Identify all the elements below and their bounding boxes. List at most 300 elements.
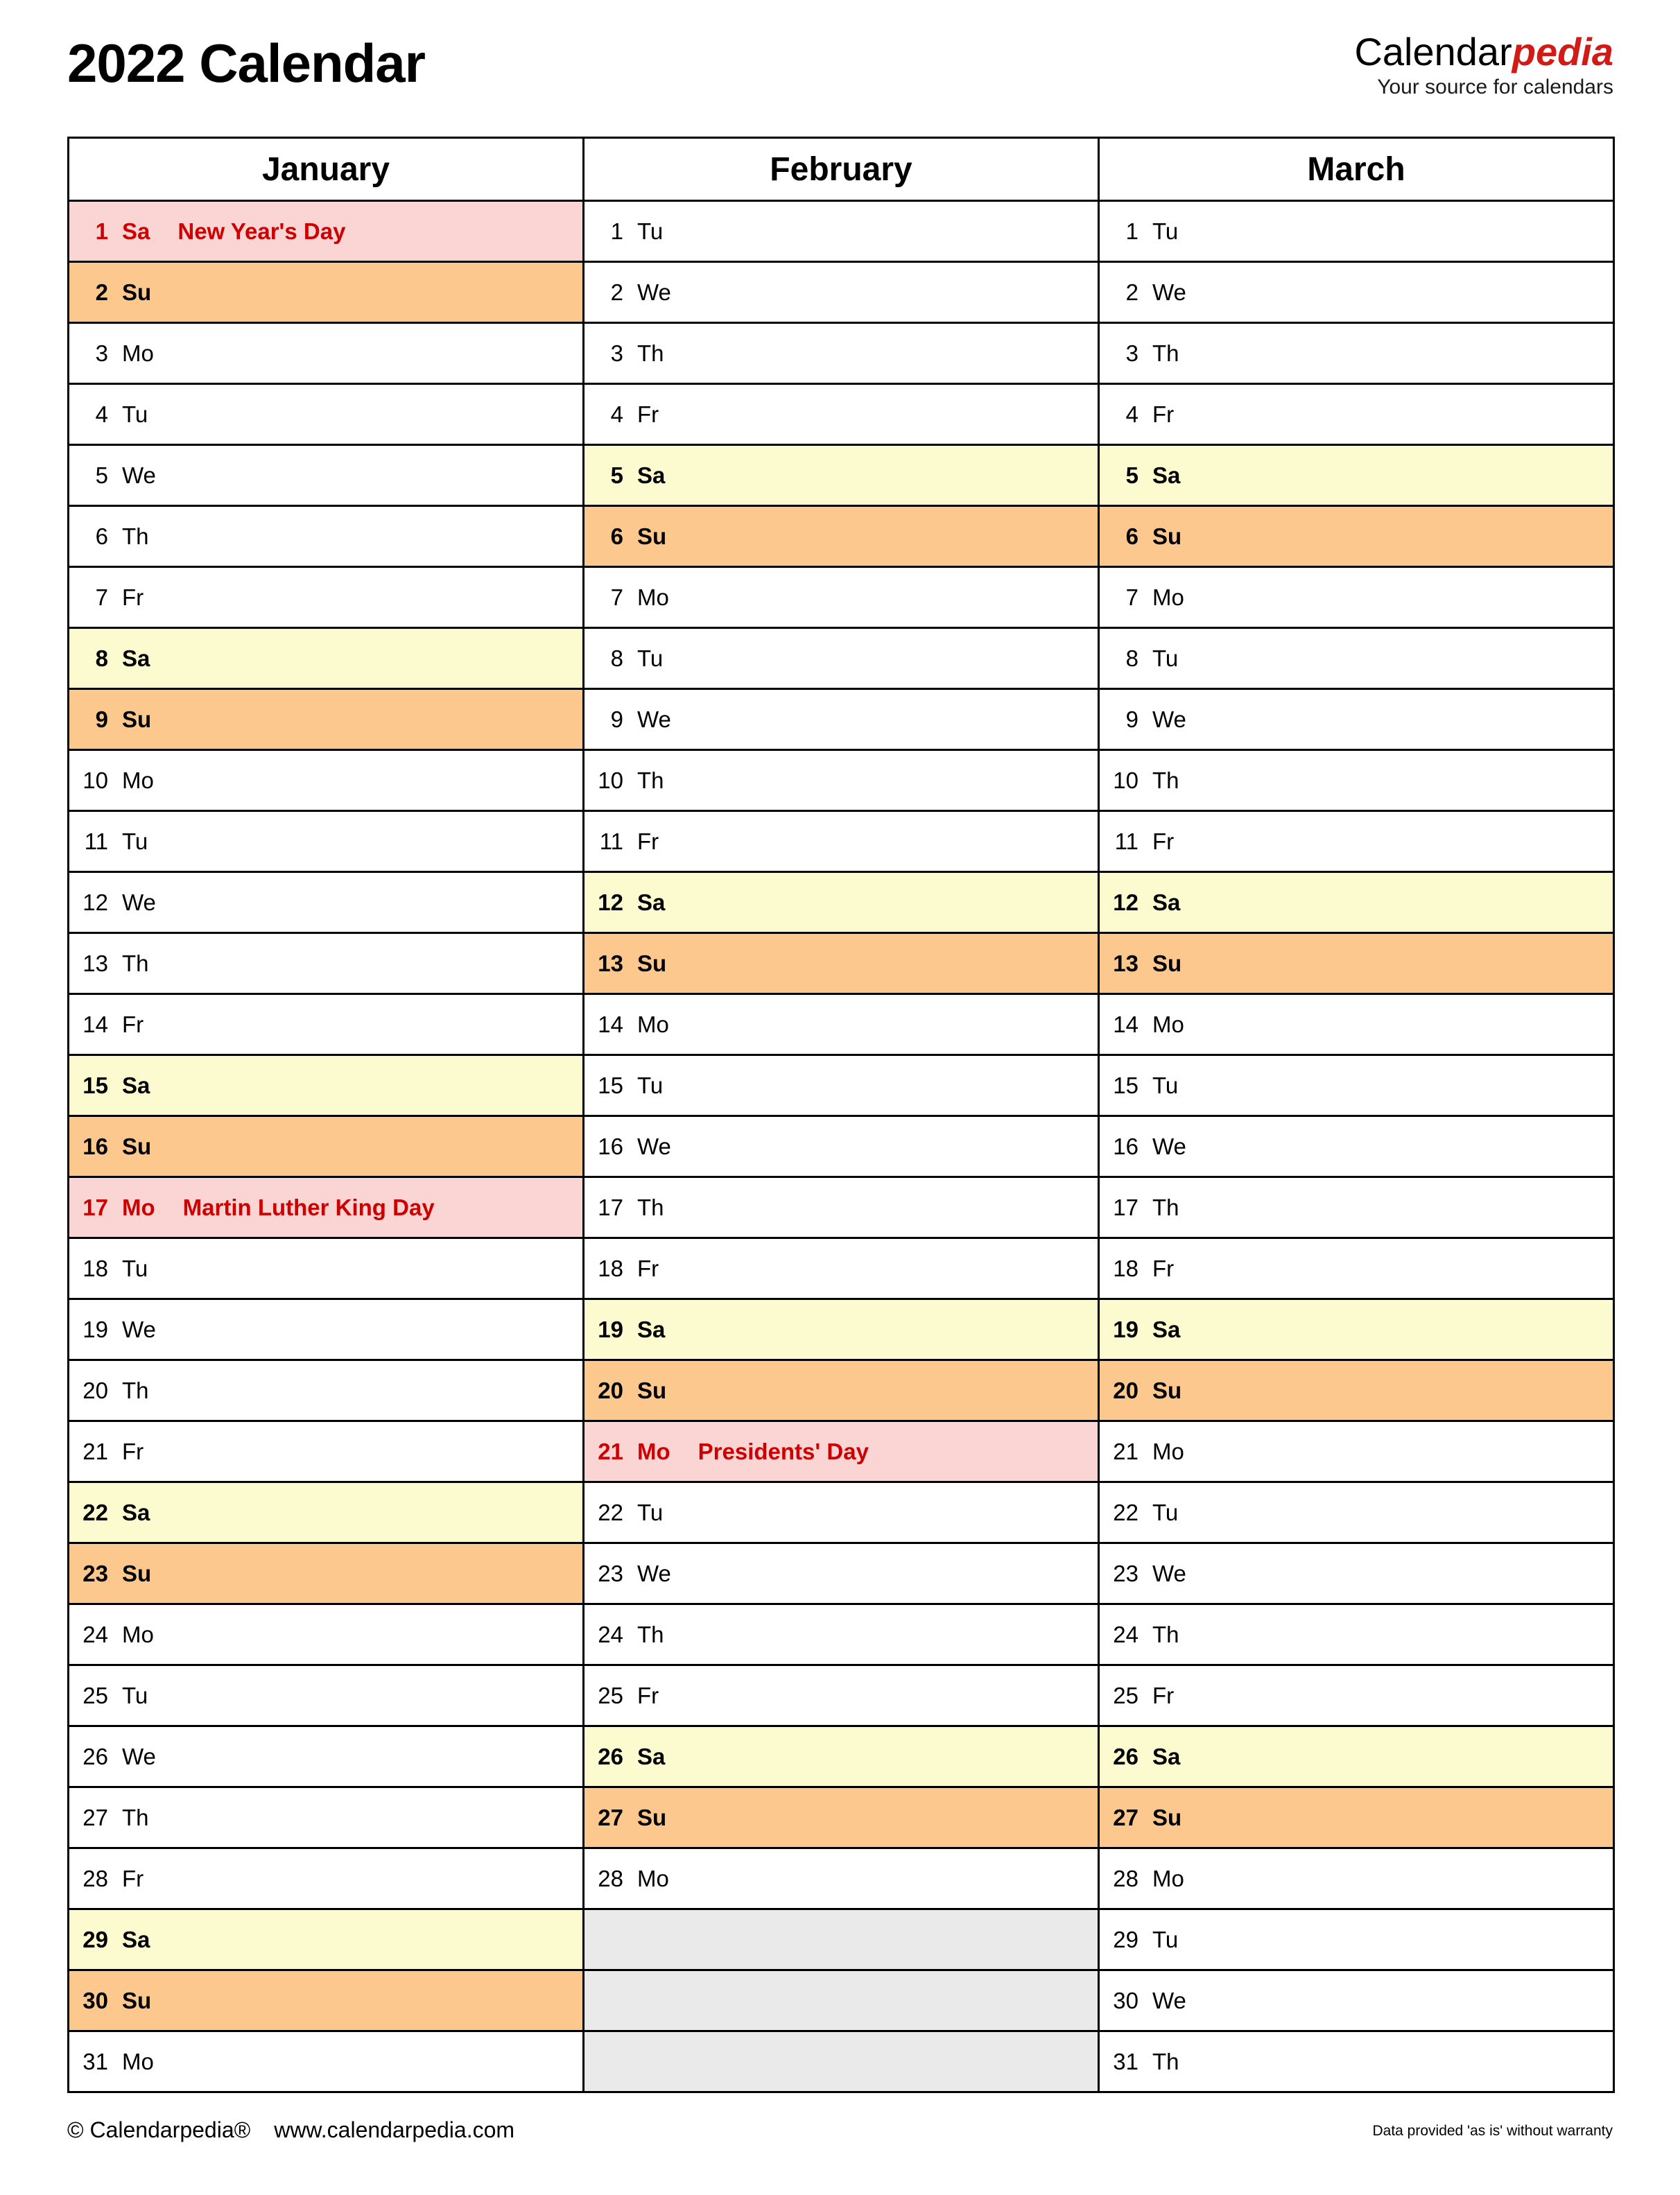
day-cell[interactable] bbox=[1099, 1848, 1614, 1909]
day-cell[interactable] bbox=[584, 1604, 1099, 1665]
calendar-row bbox=[69, 689, 1614, 750]
day-cell[interactable] bbox=[69, 750, 584, 811]
day-of-week: Tu bbox=[1152, 1072, 1179, 1098]
day-number: 1 bbox=[1125, 218, 1138, 244]
day-of-week: Sa bbox=[1152, 462, 1181, 488]
day-cell[interactable] bbox=[1099, 689, 1614, 750]
day-number: 22 bbox=[1113, 1499, 1138, 1525]
day-of-week: Tu bbox=[637, 645, 664, 671]
day-of-week: Tu bbox=[122, 1255, 148, 1281]
day-cell[interactable] bbox=[1099, 1238, 1614, 1299]
day-number: 2 bbox=[610, 279, 623, 305]
day-of-week: Th bbox=[122, 1377, 149, 1403]
day-of-week: Sa bbox=[637, 1316, 666, 1342]
calendar-row bbox=[69, 1360, 1614, 1421]
day-of-week: Mo bbox=[1152, 1011, 1184, 1037]
brand-tagline: Your source for calendars bbox=[1377, 76, 1613, 99]
calendar-row bbox=[69, 811, 1614, 872]
day-number: 12 bbox=[598, 889, 623, 915]
day-of-week: Mo bbox=[122, 1621, 154, 1647]
day-cell[interactable] bbox=[1099, 2031, 1614, 2092]
day-cell[interactable] bbox=[69, 445, 584, 506]
day-number: 30 bbox=[83, 1987, 108, 2013]
day-cell[interactable] bbox=[584, 1787, 1099, 1848]
day-of-week: Fr bbox=[122, 1011, 144, 1037]
day-cell[interactable] bbox=[1099, 1482, 1614, 1543]
day-number: 1 bbox=[95, 218, 108, 244]
day-number: 7 bbox=[610, 584, 623, 610]
day-number: 30 bbox=[1113, 1987, 1138, 2013]
day-of-week: We bbox=[1152, 1133, 1186, 1159]
day-cell[interactable] bbox=[1099, 1177, 1614, 1238]
day-of-week: Mo bbox=[122, 2048, 154, 2074]
day-cell[interactable] bbox=[584, 201, 1099, 262]
month-header-row bbox=[69, 138, 1614, 201]
day-cell[interactable] bbox=[584, 933, 1099, 994]
day-of-week: Th bbox=[1152, 1194, 1179, 1220]
day-cell[interactable] bbox=[584, 1421, 1099, 1482]
day-cell-empty bbox=[584, 1909, 1099, 1970]
day-cell[interactable] bbox=[1099, 1909, 1614, 1970]
day-number: 12 bbox=[83, 889, 108, 915]
day-cell[interactable] bbox=[584, 872, 1099, 933]
day-of-week: Fr bbox=[122, 584, 144, 610]
day-of-week: Su bbox=[637, 1377, 667, 1403]
copyright-text: © Calendarpedia® bbox=[67, 2117, 251, 2142]
calendar-row bbox=[69, 1970, 1614, 2031]
day-of-week: Th bbox=[122, 950, 149, 976]
day-number: 4 bbox=[95, 401, 108, 427]
day-number: 3 bbox=[1125, 340, 1138, 366]
day-cell[interactable] bbox=[69, 933, 584, 994]
day-of-week: Tu bbox=[122, 401, 148, 427]
day-number: 14 bbox=[598, 1011, 623, 1037]
day-cell[interactable] bbox=[584, 628, 1099, 689]
calendar-row bbox=[69, 872, 1614, 933]
brand-primary-text: Calendar bbox=[1354, 30, 1512, 73]
day-cell[interactable] bbox=[584, 994, 1099, 1055]
day-number: 4 bbox=[610, 401, 623, 427]
brand-logo bbox=[1354, 32, 1613, 101]
day-cell[interactable] bbox=[69, 2031, 584, 2092]
day-number: 26 bbox=[83, 1743, 108, 1769]
day-cell[interactable] bbox=[584, 1299, 1099, 1360]
day-number: 7 bbox=[1125, 584, 1138, 610]
day-cell[interactable] bbox=[69, 1787, 584, 1848]
day-cell[interactable] bbox=[584, 811, 1099, 872]
day-number: 20 bbox=[598, 1377, 623, 1403]
day-of-week: Sa bbox=[1152, 889, 1181, 915]
calendar-row bbox=[69, 1177, 1614, 1238]
day-cell-empty bbox=[584, 1970, 1099, 2031]
holiday-label: Presidents' Day bbox=[698, 1438, 869, 1464]
day-number: 10 bbox=[83, 767, 108, 793]
day-number: 11 bbox=[599, 828, 623, 854]
calendar-row bbox=[69, 1848, 1614, 1909]
day-of-week: Sa bbox=[637, 462, 666, 488]
calendar-row bbox=[69, 506, 1614, 567]
day-cell[interactable] bbox=[1099, 1726, 1614, 1787]
day-cell[interactable] bbox=[69, 1482, 584, 1543]
brand-secondary-text: pedia bbox=[1512, 30, 1613, 73]
day-of-week: Sa bbox=[1152, 1743, 1181, 1769]
day-of-week: We bbox=[122, 889, 156, 915]
day-cell[interactable] bbox=[69, 1604, 584, 1665]
day-number: 20 bbox=[83, 1377, 108, 1403]
calendar-row bbox=[69, 1726, 1614, 1787]
day-of-week: Sa bbox=[122, 1499, 150, 1525]
day-of-week: Th bbox=[122, 1804, 149, 1830]
day-number: 22 bbox=[598, 1499, 623, 1525]
day-number: 25 bbox=[598, 1682, 623, 1708]
day-of-week: Su bbox=[1152, 950, 1182, 976]
day-of-week: Mo bbox=[637, 1011, 669, 1037]
day-number: 23 bbox=[83, 1560, 108, 1586]
day-of-week: Su bbox=[1152, 523, 1182, 549]
day-number: 15 bbox=[598, 1072, 623, 1098]
day-cell[interactable] bbox=[69, 1177, 584, 1238]
calendar-row bbox=[69, 1909, 1614, 1970]
day-number: 28 bbox=[1113, 1865, 1138, 1891]
day-number: 13 bbox=[83, 950, 108, 976]
calendar-row bbox=[69, 1787, 1614, 1848]
day-number: 31 bbox=[1113, 2048, 1138, 2074]
day-of-week: Mo bbox=[1152, 584, 1184, 610]
day-cell[interactable] bbox=[69, 201, 584, 262]
day-cell[interactable] bbox=[1099, 445, 1614, 506]
day-cell[interactable] bbox=[69, 1116, 584, 1177]
day-of-week: Th bbox=[637, 1621, 664, 1647]
day-number: 3 bbox=[610, 340, 623, 366]
day-number: 9 bbox=[1125, 706, 1138, 732]
day-of-week: Mo bbox=[122, 767, 154, 793]
day-cell[interactable] bbox=[1099, 262, 1614, 323]
day-number: 19 bbox=[83, 1316, 108, 1342]
day-of-week: We bbox=[122, 1316, 156, 1342]
day-number: 2 bbox=[1125, 279, 1138, 305]
day-cell[interactable] bbox=[584, 1482, 1099, 1543]
day-cell[interactable] bbox=[1099, 1299, 1614, 1360]
calendar-row bbox=[69, 1055, 1614, 1116]
day-cell[interactable] bbox=[1099, 1604, 1614, 1665]
day-of-week: Sa bbox=[637, 889, 666, 915]
day-cell[interactable] bbox=[584, 445, 1099, 506]
day-cell[interactable] bbox=[1099, 994, 1614, 1055]
day-number: 24 bbox=[83, 1621, 108, 1647]
calendar-row bbox=[69, 1482, 1614, 1543]
day-number: 28 bbox=[83, 1865, 108, 1891]
day-number: 23 bbox=[598, 1560, 623, 1586]
day-number: 27 bbox=[598, 1804, 623, 1830]
calendar-row bbox=[69, 628, 1614, 689]
day-of-week: Tu bbox=[637, 1499, 664, 1525]
day-number: 10 bbox=[1113, 767, 1138, 793]
calendar-row bbox=[69, 1665, 1614, 1726]
day-number: 21 bbox=[83, 1438, 108, 1464]
day-of-week: We bbox=[637, 706, 671, 732]
day-cell[interactable] bbox=[584, 1238, 1099, 1299]
day-cell-empty bbox=[584, 2031, 1099, 2092]
day-number: 18 bbox=[83, 1255, 108, 1281]
day-of-week: Th bbox=[637, 1194, 664, 1220]
day-cell[interactable] bbox=[69, 262, 584, 323]
day-number: 29 bbox=[83, 1926, 108, 1952]
day-number: 4 bbox=[1125, 401, 1138, 427]
day-of-week: Sa bbox=[122, 218, 150, 244]
day-cell[interactable] bbox=[1099, 323, 1614, 384]
day-cell[interactable] bbox=[69, 1360, 584, 1421]
day-of-week: We bbox=[1152, 1560, 1186, 1586]
page-header bbox=[0, 0, 1680, 136]
day-number: 16 bbox=[1113, 1133, 1138, 1159]
day-cell[interactable] bbox=[69, 506, 584, 567]
day-cell[interactable] bbox=[1099, 1055, 1614, 1116]
day-of-week: Fr bbox=[1152, 828, 1175, 854]
day-cell[interactable] bbox=[69, 1299, 584, 1360]
day-of-week: Sa bbox=[122, 1072, 150, 1098]
day-cell[interactable] bbox=[69, 689, 584, 750]
day-of-week: Su bbox=[122, 1133, 152, 1159]
calendar-row bbox=[69, 1604, 1614, 1665]
website-link[interactable]: www.calendarpedia.com bbox=[274, 2117, 515, 2142]
day-of-week: Fr bbox=[122, 1865, 144, 1891]
day-cell[interactable] bbox=[1099, 933, 1614, 994]
day-cell[interactable] bbox=[69, 1055, 584, 1116]
day-number: 9 bbox=[95, 706, 108, 732]
day-of-week: Th bbox=[1152, 767, 1179, 793]
day-of-week: Th bbox=[637, 340, 664, 366]
day-cell[interactable] bbox=[584, 1848, 1099, 1909]
calendar-row bbox=[69, 1543, 1614, 1604]
calendar-row bbox=[69, 323, 1614, 384]
day-number: 26 bbox=[1113, 1743, 1138, 1769]
day-number: 17 bbox=[598, 1194, 623, 1220]
day-cell[interactable] bbox=[69, 1970, 584, 2031]
page-title: 2022 Calendar bbox=[67, 33, 425, 94]
day-cell[interactable] bbox=[584, 689, 1099, 750]
day-cell[interactable] bbox=[584, 1116, 1099, 1177]
calendar-row bbox=[69, 750, 1614, 811]
day-of-week: Su bbox=[637, 523, 667, 549]
calendar-row bbox=[69, 1299, 1614, 1360]
day-cell[interactable] bbox=[69, 1421, 584, 1482]
day-of-week: Fr bbox=[122, 1438, 144, 1464]
day-cell[interactable] bbox=[69, 628, 584, 689]
day-of-week: Fr bbox=[637, 828, 659, 854]
day-number: 28 bbox=[598, 1865, 623, 1891]
day-number: 8 bbox=[610, 645, 623, 671]
day-number: 15 bbox=[1113, 1072, 1138, 1098]
day-cell[interactable] bbox=[584, 1360, 1099, 1421]
day-cell[interactable] bbox=[584, 323, 1099, 384]
day-number: 24 bbox=[1113, 1621, 1138, 1647]
day-number: 9 bbox=[610, 706, 623, 732]
day-cell[interactable] bbox=[584, 1726, 1099, 1787]
footer-credit bbox=[67, 2117, 514, 2143]
day-number: 22 bbox=[83, 1499, 108, 1525]
day-of-week: We bbox=[637, 1560, 671, 1586]
day-of-week: Fr bbox=[1152, 401, 1175, 427]
calendar-row bbox=[69, 1238, 1614, 1299]
day-cell[interactable] bbox=[1099, 506, 1614, 567]
day-number: 18 bbox=[598, 1255, 623, 1281]
day-of-week: Fr bbox=[1152, 1682, 1175, 1708]
day-number: 24 bbox=[598, 1621, 623, 1647]
day-number: 8 bbox=[95, 645, 108, 671]
day-cell[interactable] bbox=[584, 384, 1099, 445]
day-cell[interactable] bbox=[1099, 1421, 1614, 1482]
day-number: 6 bbox=[1125, 523, 1138, 549]
day-cell[interactable] bbox=[69, 1543, 584, 1604]
day-cell[interactable] bbox=[1099, 628, 1614, 689]
day-number: 19 bbox=[598, 1316, 623, 1342]
day-number: 5 bbox=[1125, 462, 1138, 488]
day-number: 5 bbox=[95, 462, 108, 488]
month-header-january: January bbox=[69, 138, 584, 201]
day-of-week: Tu bbox=[122, 828, 148, 854]
day-of-week: Mo bbox=[637, 584, 669, 610]
day-number: 15 bbox=[83, 1072, 108, 1098]
day-of-week: Th bbox=[1152, 2048, 1179, 2074]
day-of-week: Tu bbox=[122, 1682, 148, 1708]
day-number: 21 bbox=[1113, 1438, 1138, 1464]
calendar-row bbox=[69, 2031, 1614, 2092]
day-of-week: Th bbox=[122, 523, 149, 549]
day-cell[interactable] bbox=[584, 567, 1099, 628]
day-of-week: Fr bbox=[637, 1255, 659, 1281]
day-of-week: Su bbox=[1152, 1804, 1182, 1830]
day-of-week: We bbox=[1152, 279, 1186, 305]
day-number: 21 bbox=[598, 1438, 623, 1464]
page-footer bbox=[0, 2117, 1680, 2159]
holiday-label: Martin Luther King Day bbox=[182, 1194, 435, 1220]
day-of-week: Sa bbox=[637, 1743, 666, 1769]
day-of-week: Tu bbox=[1152, 645, 1179, 671]
day-cell[interactable] bbox=[69, 811, 584, 872]
day-cell[interactable] bbox=[1099, 567, 1614, 628]
day-cell[interactable] bbox=[69, 1726, 584, 1787]
day-of-week: Su bbox=[1152, 1377, 1182, 1403]
day-number: 27 bbox=[83, 1804, 108, 1830]
day-of-week: Tu bbox=[1152, 1926, 1179, 1952]
calendar-row bbox=[69, 384, 1614, 445]
day-cell[interactable] bbox=[69, 872, 584, 933]
day-cell[interactable] bbox=[1099, 750, 1614, 811]
calendar-row bbox=[69, 1421, 1614, 1482]
day-of-week: We bbox=[1152, 706, 1186, 732]
day-cell[interactable] bbox=[69, 1665, 584, 1726]
day-cell[interactable] bbox=[1099, 1665, 1614, 1726]
day-number: 3 bbox=[95, 340, 108, 366]
day-cell[interactable] bbox=[584, 262, 1099, 323]
day-cell[interactable] bbox=[1099, 811, 1614, 872]
day-of-week: Su bbox=[122, 1987, 152, 2013]
day-cell[interactable] bbox=[584, 750, 1099, 811]
day-cell[interactable] bbox=[69, 1238, 584, 1299]
day-number: 6 bbox=[610, 523, 623, 549]
month-header-february: February bbox=[584, 138, 1099, 201]
day-of-week: Mo bbox=[637, 1865, 669, 1891]
day-cell[interactable] bbox=[69, 1909, 584, 1970]
day-of-week: Su bbox=[637, 1804, 667, 1830]
day-cell[interactable] bbox=[584, 1665, 1099, 1726]
day-cell[interactable] bbox=[1099, 1970, 1614, 2031]
month-header-march: March bbox=[1099, 138, 1614, 201]
day-of-week: Th bbox=[1152, 340, 1179, 366]
day-cell[interactable] bbox=[584, 1543, 1099, 1604]
day-of-week: Mo bbox=[637, 1438, 670, 1464]
day-of-week: Mo bbox=[1152, 1865, 1184, 1891]
day-of-week: Tu bbox=[637, 218, 664, 244]
day-cell[interactable] bbox=[1099, 201, 1614, 262]
day-number: 20 bbox=[1113, 1377, 1138, 1403]
calendar-row bbox=[69, 994, 1614, 1055]
day-cell[interactable] bbox=[1099, 1787, 1614, 1848]
day-number: 29 bbox=[1113, 1926, 1138, 1952]
day-number: 31 bbox=[83, 2048, 108, 2074]
day-of-week: Sa bbox=[122, 645, 150, 671]
day-number: 8 bbox=[1125, 645, 1138, 671]
day-number: 6 bbox=[95, 523, 108, 549]
day-cell[interactable] bbox=[1099, 1360, 1614, 1421]
day-of-week: We bbox=[122, 1743, 156, 1769]
day-cell[interactable] bbox=[584, 1055, 1099, 1116]
day-cell[interactable] bbox=[1099, 872, 1614, 933]
day-cell[interactable] bbox=[69, 567, 584, 628]
day-number: 1 bbox=[610, 218, 623, 244]
day-of-week: Sa bbox=[122, 1926, 150, 1952]
day-of-week: We bbox=[637, 1133, 671, 1159]
day-number: 19 bbox=[1113, 1316, 1138, 1342]
day-number: 5 bbox=[610, 462, 623, 488]
day-number: 10 bbox=[598, 767, 623, 793]
day-number: 18 bbox=[1113, 1255, 1138, 1281]
day-number: 14 bbox=[83, 1011, 108, 1037]
day-cell[interactable] bbox=[69, 384, 584, 445]
day-number: 16 bbox=[598, 1133, 623, 1159]
day-cell[interactable] bbox=[1099, 384, 1614, 445]
calendar-grid bbox=[67, 137, 1615, 2093]
day-of-week: Tu bbox=[1152, 218, 1179, 244]
day-number: 11 bbox=[84, 828, 108, 854]
day-of-week: Su bbox=[122, 1560, 152, 1586]
day-number: 13 bbox=[598, 950, 623, 976]
day-cell[interactable] bbox=[69, 1848, 584, 1909]
day-of-week: Tu bbox=[637, 1072, 664, 1098]
day-of-week: We bbox=[637, 279, 671, 305]
day-number: 2 bbox=[95, 279, 108, 305]
disclaimer-text: Data provided 'as is' without warranty bbox=[1372, 2123, 1613, 2139]
day-of-week: Th bbox=[637, 767, 664, 793]
day-number: 11 bbox=[1114, 828, 1138, 854]
day-cell[interactable] bbox=[584, 506, 1099, 567]
day-cell[interactable] bbox=[1099, 1116, 1614, 1177]
day-of-week: Mo bbox=[122, 1194, 155, 1220]
day-number: 13 bbox=[1113, 950, 1138, 976]
day-number: 26 bbox=[598, 1743, 623, 1769]
day-cell[interactable] bbox=[69, 323, 584, 384]
day-number: 16 bbox=[83, 1133, 108, 1159]
day-of-week: Su bbox=[122, 706, 152, 732]
day-cell[interactable] bbox=[69, 994, 584, 1055]
brand-wordmark bbox=[1354, 32, 1613, 71]
day-number: 23 bbox=[1113, 1560, 1138, 1586]
calendar-body bbox=[69, 201, 1614, 2092]
day-cell[interactable] bbox=[584, 1177, 1099, 1238]
day-cell[interactable] bbox=[1099, 1543, 1614, 1604]
day-number: 27 bbox=[1113, 1804, 1138, 1830]
day-number: 25 bbox=[83, 1682, 108, 1708]
